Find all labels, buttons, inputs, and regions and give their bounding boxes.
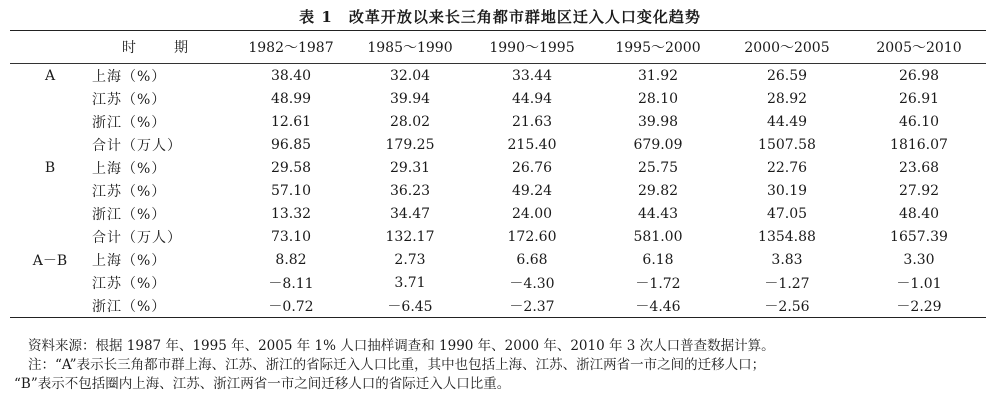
table-cell: 34.47 xyxy=(389,205,431,222)
table-cell: 38.40 xyxy=(270,67,312,84)
table-notes xyxy=(14,337,984,394)
table-row xyxy=(10,156,986,179)
table-cell: 132.17 xyxy=(385,228,435,245)
row-group-label xyxy=(10,271,90,294)
row-label: 合计（万人） xyxy=(92,137,182,154)
header-period: 1990～1995 xyxy=(489,40,575,56)
table-cell: 24.00 xyxy=(511,205,553,222)
row-label: 江苏（%） xyxy=(92,183,167,200)
table-cell: 30.19 xyxy=(766,182,808,199)
row-group-label: A－B xyxy=(32,252,68,269)
table-cell: －1.27 xyxy=(764,275,810,292)
table-cell: 47.05 xyxy=(766,205,808,222)
table-row xyxy=(10,294,986,317)
header-period: 2005～2010 xyxy=(876,40,962,56)
table-cell: 1657.39 xyxy=(890,228,948,245)
row-label: 合计（万人） xyxy=(92,229,182,246)
table-cell: 581.00 xyxy=(633,228,683,245)
table-row xyxy=(10,179,986,202)
table-cell: －1.72 xyxy=(635,275,681,292)
row-group-label xyxy=(10,179,90,202)
table-cell: 29.82 xyxy=(637,182,679,199)
header-period: 1995～2000 xyxy=(615,40,701,56)
table-cell: 26.59 xyxy=(766,67,808,84)
table-cell: －8.11 xyxy=(268,275,314,292)
table-cell: －1.01 xyxy=(896,275,942,292)
row-label: 浙江（%） xyxy=(92,298,167,315)
table-cell: 12.61 xyxy=(270,113,312,130)
table-cell: 48.99 xyxy=(270,90,312,107)
table-cell: 44.49 xyxy=(766,113,808,130)
table-cell: 6.18 xyxy=(642,251,674,268)
source-note: 资料来源：根据 1987 年、1995 年、2005 年 1% 人口抽样调查和 1990 年、2000 年、2010 年 3 次人口普查数据计算。 xyxy=(28,338,775,354)
table-cell: 3.83 xyxy=(771,251,803,268)
table-cell: 49.24 xyxy=(511,182,553,199)
table-cell: 1816.07 xyxy=(890,136,948,153)
table-cell: 6.68 xyxy=(516,251,548,268)
table-cell: 26.76 xyxy=(511,159,553,176)
table-cell: 32.04 xyxy=(389,67,431,84)
table-cell: 27.92 xyxy=(898,182,940,199)
table-cell: －0.72 xyxy=(268,298,314,315)
row-group-label: B xyxy=(44,159,56,176)
table-cell: 57.10 xyxy=(270,182,312,199)
note-line: “B”表示不包括圈内上海、江苏、浙江两省一市之间迁移人口的省际迁入人口比重。 xyxy=(14,376,511,392)
row-label: 浙江（%） xyxy=(92,206,167,223)
row-group-label xyxy=(10,294,90,317)
table-cell: 46.10 xyxy=(898,113,940,130)
row-label: 江苏（%） xyxy=(92,91,167,108)
row-group-label xyxy=(10,202,90,225)
table-row xyxy=(10,202,986,225)
table-row xyxy=(10,64,986,87)
table-cell: 25.75 xyxy=(637,159,679,176)
table-cell: －2.29 xyxy=(896,298,942,315)
table-cell: 8.82 xyxy=(275,251,307,268)
row-label: 上海（%） xyxy=(92,160,167,177)
table-cell: 28.10 xyxy=(637,90,679,107)
data-table xyxy=(10,30,986,318)
table-cell: 33.44 xyxy=(511,67,553,84)
row-group-label xyxy=(10,225,90,248)
row-group-label: A xyxy=(44,67,56,84)
table-cell: 23.68 xyxy=(898,159,940,176)
table-cell: 3.71 xyxy=(394,274,426,291)
table-cell: 21.63 xyxy=(511,113,553,130)
table-cell: 48.40 xyxy=(898,205,940,222)
header-period: 1985～1990 xyxy=(367,40,453,56)
table-cell: 26.91 xyxy=(898,90,940,107)
table-cell: 39.98 xyxy=(637,113,679,130)
table-cell: 26.98 xyxy=(898,67,940,84)
table-cell: 73.10 xyxy=(270,228,312,245)
table-header-row xyxy=(10,31,986,64)
row-label: 浙江（%） xyxy=(92,114,167,131)
table-cell: 2.73 xyxy=(394,251,426,268)
table-cell: 1507.58 xyxy=(758,136,816,153)
header-period: 1982～1987 xyxy=(248,40,334,56)
table-cell: －4.30 xyxy=(509,275,555,292)
table-row xyxy=(10,110,986,133)
row-group-label xyxy=(10,133,90,156)
table-cell: 215.40 xyxy=(507,136,557,153)
table-cell: 29.58 xyxy=(270,159,312,176)
row-group-label xyxy=(10,87,90,110)
table-row xyxy=(10,87,986,110)
row-label: 上海（%） xyxy=(92,252,167,269)
row-group-label xyxy=(10,110,90,133)
table-cell: 44.43 xyxy=(637,205,679,222)
table-cell: 29.31 xyxy=(389,159,431,176)
note-line: 注：“A”表示长三角都市群上海、江苏、浙江的省际迁入人口比重，其中也包括上海、江苏、浙江两省一市之间的迁移人口； xyxy=(28,357,766,373)
header-period-label: 时 期 xyxy=(122,40,200,56)
table-cell: 3.30 xyxy=(903,251,935,268)
table-cell: 31.92 xyxy=(637,67,679,84)
table-cell: －2.37 xyxy=(509,298,555,315)
row-label: 江苏（%） xyxy=(92,275,167,292)
row-label: 上海（%） xyxy=(92,68,167,85)
table-row xyxy=(10,271,986,294)
table-cell: 96.85 xyxy=(270,136,312,153)
table-cell: 39.94 xyxy=(389,90,431,107)
table-cell: 28.92 xyxy=(766,90,808,107)
table-cell: －4.46 xyxy=(635,298,681,315)
table-cell: 179.25 xyxy=(385,136,435,153)
table-cell: 172.60 xyxy=(507,228,557,245)
table-cell: 1354.88 xyxy=(758,228,816,245)
table-cell: 44.94 xyxy=(511,90,553,107)
table-cell: 13.32 xyxy=(270,205,312,222)
table-cell: 22.76 xyxy=(766,159,808,176)
table-cell: －2.56 xyxy=(764,298,810,315)
table-row xyxy=(10,248,986,271)
table-cell: 28.02 xyxy=(389,113,431,130)
table-cell: －6.45 xyxy=(387,298,433,315)
table-row xyxy=(10,133,986,156)
table-cell: 36.23 xyxy=(389,182,431,199)
table-cell: 679.09 xyxy=(633,136,683,153)
table-title: 表 1 改革开放以来长三角都市群地区迁入人口变化趋势 xyxy=(299,8,701,26)
header-period: 2000～2005 xyxy=(744,40,830,56)
table-row xyxy=(10,225,986,248)
